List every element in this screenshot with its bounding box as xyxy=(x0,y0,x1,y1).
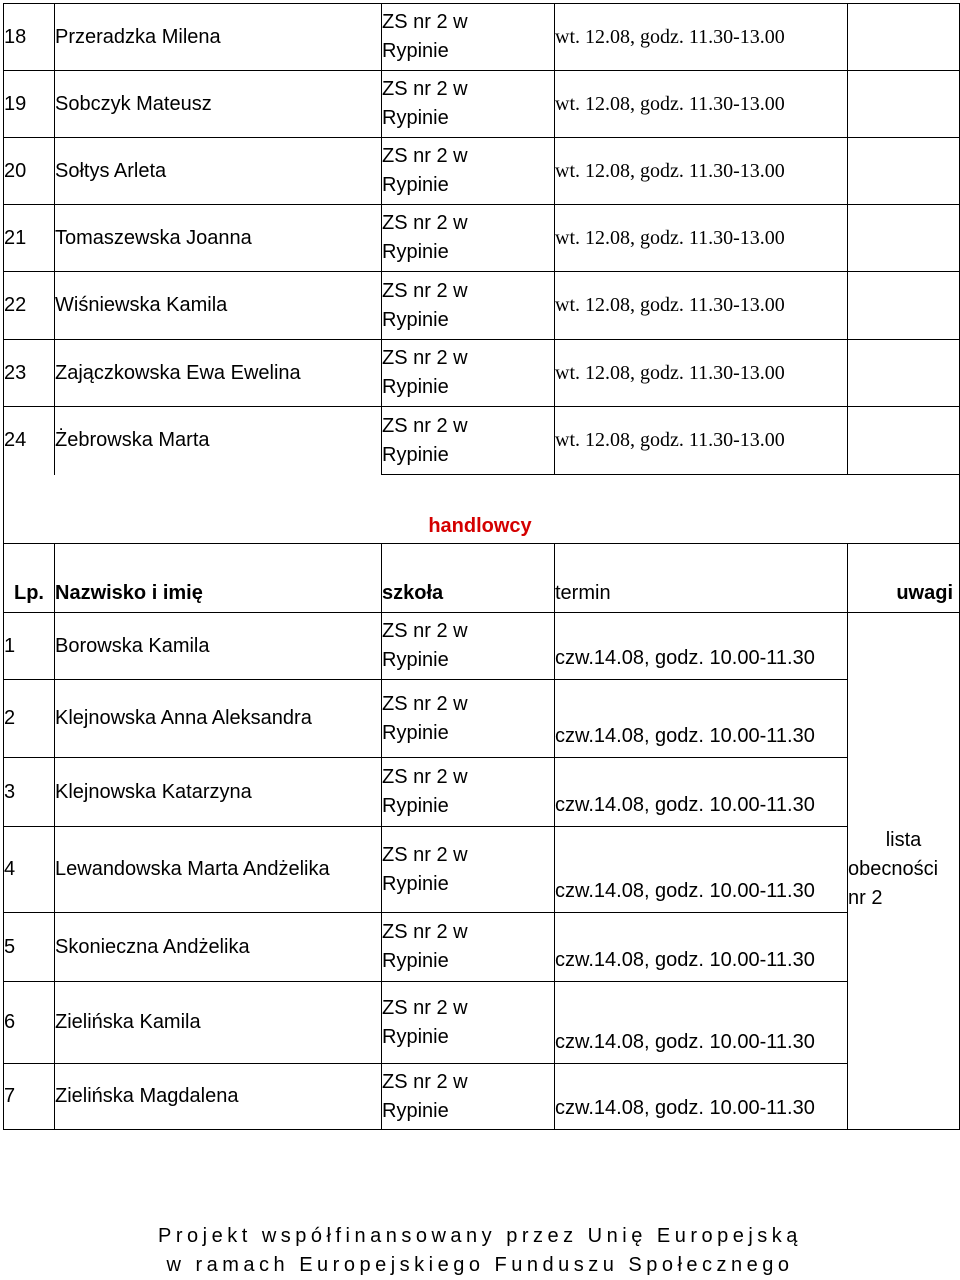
school-line-1: ZS nr 2 w xyxy=(382,414,468,437)
notes-cell xyxy=(848,4,960,71)
term-cell: wt. 12.08, godz. 11.30-13.00 xyxy=(555,407,848,475)
notes-cell xyxy=(848,71,960,138)
school-line-2: Rypinie xyxy=(382,1025,449,1048)
school-cell xyxy=(382,982,555,1064)
student-name: Sobczyk Mateusz xyxy=(55,71,382,138)
school-line-1: ZS nr 2 w xyxy=(382,145,468,167)
term-cell: czw.14.08, godz. 10.00-11.30 xyxy=(555,1064,848,1130)
school-cell xyxy=(382,138,555,205)
table-row xyxy=(4,680,960,758)
student-name: Sołtys Arleta xyxy=(55,138,382,205)
row-number: 20 xyxy=(4,138,55,205)
student-name: Lewandowska Marta Andżelika xyxy=(55,827,382,913)
table-row xyxy=(4,407,960,475)
table-row xyxy=(4,205,960,272)
school-line-1: ZS nr 2 w xyxy=(382,11,468,33)
table-row xyxy=(4,913,960,982)
school-cell xyxy=(382,272,555,340)
row-number: 23 xyxy=(4,340,55,407)
school-line-2: Rypinie xyxy=(382,443,449,466)
term-cell: wt. 12.08, godz. 11.30-13.00 xyxy=(555,138,848,205)
school-line-2: Rypinie xyxy=(382,308,449,331)
student-name: Zielińska Kamila xyxy=(55,982,382,1064)
student-name: Borowska Kamila xyxy=(55,613,382,680)
school-line-2: Rypinie xyxy=(382,721,449,744)
attendance-note xyxy=(848,826,959,913)
header-name: Nazwisko i imię xyxy=(55,544,382,613)
table-header-row xyxy=(4,544,960,613)
student-name: Przeradzka Milena xyxy=(55,4,382,71)
student-name: Zajączkowska Ewa Ewelina xyxy=(55,340,382,407)
school-line-2: Rypinie xyxy=(382,174,449,196)
term-cell: wt. 12.08, godz. 11.30-13.00 xyxy=(555,340,848,407)
school-cell xyxy=(382,71,555,138)
school-cell xyxy=(382,407,555,475)
table-row xyxy=(4,71,960,138)
school-line-2: Rypinie xyxy=(382,40,449,62)
student-name: Żebrowska Marta xyxy=(55,407,382,475)
term-cell: wt. 12.08, godz. 11.30-13.00 xyxy=(555,205,848,272)
term-cell: czw.14.08, godz. 10.00-11.30 xyxy=(555,680,848,758)
notes-cell xyxy=(848,613,960,1130)
sales-students-table xyxy=(3,543,960,1130)
school-line-1: ZS nr 2 w xyxy=(382,843,468,866)
note-line-3: nr 2 xyxy=(848,886,883,909)
school-line-2: Rypinie xyxy=(382,872,449,895)
school-cell xyxy=(382,340,555,407)
row-number: 3 xyxy=(4,758,55,827)
school-line-2: Rypinie xyxy=(382,241,449,263)
row-number: 19 xyxy=(4,71,55,138)
row-number: 24 xyxy=(4,407,55,475)
table-row xyxy=(4,982,960,1064)
school-line-1: ZS nr 2 w xyxy=(382,692,468,715)
row-number: 7 xyxy=(4,1064,55,1130)
notes-cell xyxy=(848,272,960,340)
term-cell: wt. 12.08, godz. 11.30-13.00 xyxy=(555,71,848,138)
header-notes: uwagi xyxy=(848,544,960,613)
student-name: Zielińska Magdalena xyxy=(55,1064,382,1130)
school-cell xyxy=(382,1064,555,1130)
notes-cell xyxy=(848,340,960,407)
table-row xyxy=(4,827,960,913)
school-cell xyxy=(382,827,555,913)
row-number: 18 xyxy=(4,4,55,71)
school-cell xyxy=(382,913,555,982)
table-row xyxy=(4,138,960,205)
student-name: Klejnowska Anna Aleksandra xyxy=(55,680,382,758)
school-line-2: Rypinie xyxy=(382,376,449,398)
term-cell: czw.14.08, godz. 10.00-11.30 xyxy=(555,613,848,680)
table-row xyxy=(4,1064,960,1130)
row-number: 5 xyxy=(4,913,55,982)
row-number: 22 xyxy=(4,272,55,340)
notes-cell xyxy=(848,205,960,272)
table-row xyxy=(4,4,960,71)
school-line-1: ZS nr 2 w xyxy=(382,78,468,100)
students-table-continued xyxy=(3,3,960,544)
footer-line-1: Projekt współfinansowany przez Unię Europejską xyxy=(158,1225,802,1247)
school-line-2: Rypinie xyxy=(382,107,449,129)
table-row xyxy=(4,758,960,827)
row-number: 1 xyxy=(4,613,55,680)
school-cell xyxy=(382,680,555,758)
notes-cell xyxy=(848,407,960,475)
table-row xyxy=(4,613,960,680)
term-cell: czw.14.08, godz. 10.00-11.30 xyxy=(555,982,848,1064)
school-line-2: Rypinie xyxy=(382,1099,449,1122)
school-cell xyxy=(382,205,555,272)
table-row xyxy=(4,340,960,407)
school-line-1: ZS nr 2 w xyxy=(382,347,468,369)
header-term: termin xyxy=(555,544,848,613)
school-cell xyxy=(382,758,555,827)
school-line-2: Rypinie xyxy=(382,950,449,972)
term-cell: czw.14.08, godz. 10.00-11.30 xyxy=(555,827,848,913)
school-line-1: ZS nr 2 w xyxy=(382,279,468,302)
student-name: Skonieczna Andżelika xyxy=(55,913,382,982)
school-line-1: ZS nr 2 w xyxy=(382,212,468,234)
term-cell: czw.14.08, godz. 10.00-11.30 xyxy=(555,913,848,982)
school-line-1: ZS nr 2 w xyxy=(382,766,468,788)
school-line-1: ZS nr 2 w xyxy=(382,1070,468,1093)
header-school: szkoła xyxy=(382,544,555,613)
term-cell: wt. 12.08, godz. 11.30-13.00 xyxy=(555,272,848,340)
school-cell xyxy=(382,4,555,71)
row-number: 21 xyxy=(4,205,55,272)
school-line-1: ZS nr 2 w xyxy=(382,620,468,642)
note-line-2: obecności xyxy=(848,857,939,880)
row-number: 2 xyxy=(4,680,55,758)
notes-cell xyxy=(848,138,960,205)
school-line-2: Rypinie xyxy=(382,649,449,671)
school-line-1: ZS nr 2 w xyxy=(382,996,468,1019)
table-row xyxy=(4,272,960,340)
student-name: Wiśniewska Kamila xyxy=(55,272,382,340)
term-cell: czw.14.08, godz. 10.00-11.30 xyxy=(555,758,848,827)
header-lp: Lp. xyxy=(4,544,55,613)
student-name: Klejnowska Katarzyna xyxy=(55,758,382,827)
footer-line-2: w ramach Europejskiego Funduszu Społecznego xyxy=(166,1254,794,1276)
row-number: 6 xyxy=(4,982,55,1064)
school-cell xyxy=(382,613,555,680)
school-line-2: Rypinie xyxy=(382,795,449,817)
student-name: Tomaszewska Joanna xyxy=(55,205,382,272)
section-title: handlowcy xyxy=(428,515,532,537)
note-line-1: lista xyxy=(885,828,922,851)
school-line-1: ZS nr 2 w xyxy=(382,921,468,943)
term-cell: wt. 12.08, godz. 11.30-13.00 xyxy=(555,4,848,71)
row-number: 4 xyxy=(4,827,55,913)
